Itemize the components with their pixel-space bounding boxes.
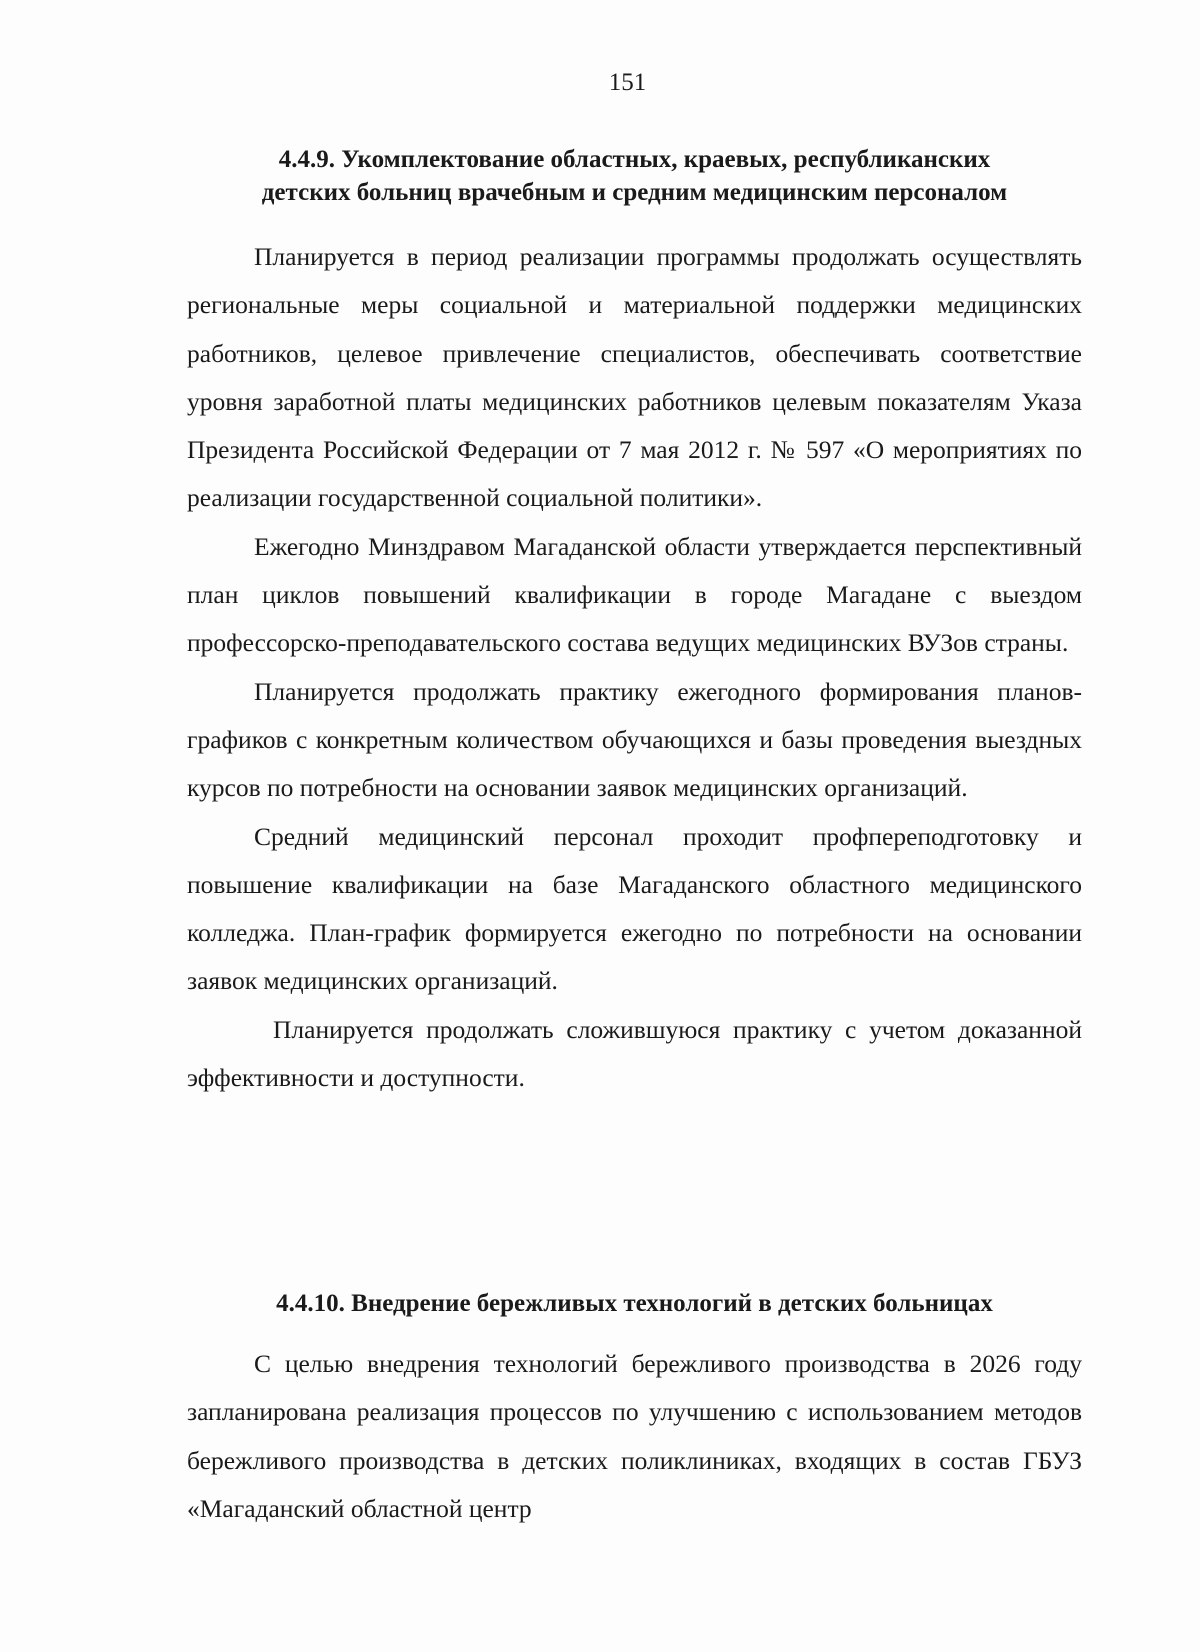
paragraph-training-schedules: Планируется продолжать практику ежегодного формирования планов-графиков с конкретным количеством обучающихся и базы проведения выездных курсов по потребности на основании заявок медицинских организаций. — [187, 676, 1082, 803]
section-heading-line-2: детских больниц врачебным и средним медицинским персоналом — [261, 179, 1008, 206]
paragraph-continue-practice: Планируется продолжать сложившуюся практику с учетом доказанной эффективности и доступности. — [187, 1014, 1082, 1093]
paragraph-lean-technologies: С целью внедрения технологий бережливого производства в 2026 году запланирована реализация процессов по улучшению с использованием методов бережливого производства в детских поликлиниках, входящих в состав ГБУЗ «Магаданский областной центр — [187, 1349, 1082, 1523]
section-heading-4-4-10 — [187, 1287, 1082, 1320]
paragraph-staff-support: Планируется в период реализации программы продолжать осуществлять региональные меры социальной и материальной поддержки медицинских работников, целевое привлечение специалистов, обеспечивать соответствие уровня заработной платы медицинских работников целевым показателям Указа Президента Российской Федерации от 7 мая 2012 г. № 597 «О мероприятиях по реализации государственной социальной политики». — [187, 242, 1082, 513]
section-heading-lean: 4.4.10. Внедрение бережливых технологий в детских больницах — [276, 1290, 993, 1317]
section-heading-line-1: 4.4.9. Укомплектование областных, краевых, республиканских — [278, 146, 991, 173]
section-body-4-4-10 — [187, 1340, 1082, 1533]
paragraph-nursing-staff: Средний медицинский персонал проходит профпереподготовку и повышение квалификации на базе Магаданского областного медицинского колледжа. План-график формируется ежегодно по потребности на основании заявок медицинских организаций. — [187, 821, 1082, 996]
paragraph-qualification-plan: Ежегодно Минздравом Магаданской области утверждается перспективный план циклов повышений квалификации в городе Магадане с выездом профессорско-преподавательского состава ведущих медицинских ВУЗов страны. — [187, 531, 1082, 658]
section-body-4-4-9 — [187, 233, 1082, 1102]
page-number: 151 — [608, 69, 647, 96]
section-heading-4-4-9 — [187, 143, 1082, 209]
